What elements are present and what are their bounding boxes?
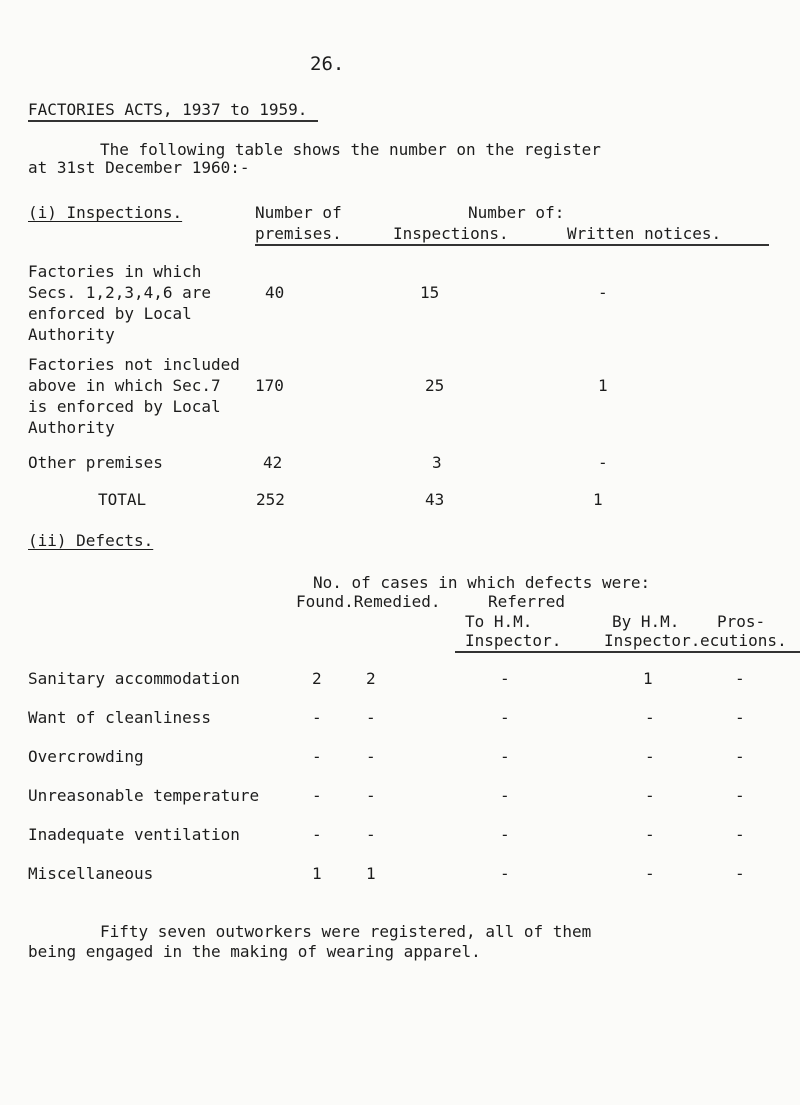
defects-header-line1: No. of cases in which defects were: [313, 573, 651, 592]
col-notices-header: Written notices. [567, 224, 722, 243]
inspections-row-label: Other premises [28, 453, 163, 472]
premises-value: 40 [265, 283, 285, 302]
remedied-value: 2 [366, 669, 376, 688]
page-number: 26. [310, 53, 345, 75]
by-inspector-value: - [645, 786, 655, 805]
defects-header-to: To H.M. [465, 612, 533, 631]
to-inspector-value: - [500, 669, 510, 688]
found-value: - [312, 825, 322, 844]
found-value: 2 [312, 669, 322, 688]
by-inspector-value: - [645, 864, 655, 883]
defects-header-inspector-to: Inspector. [465, 631, 562, 650]
notices-value: 1 [593, 490, 603, 509]
inspections-value: 3 [432, 453, 442, 472]
defects-header-underline [455, 651, 800, 653]
defects-header-inspector-by: Inspector. [604, 631, 701, 650]
defect-row-label: Sanitary accommodation [28, 669, 240, 688]
document-title: FACTORIES ACTS, 1937 to 1959. [28, 100, 308, 119]
to-inspector-value: - [500, 747, 510, 766]
defects-header-referred: Referred [488, 592, 566, 611]
defect-row-label: Overcrowding [28, 747, 144, 766]
remedied-value: - [366, 708, 376, 727]
remedied-value: - [366, 786, 376, 805]
prosecutions-value: - [735, 708, 745, 727]
to-inspector-value: - [500, 864, 510, 883]
col-premises-header-top: Number of [255, 203, 342, 222]
inspections-value: 25 [425, 376, 445, 395]
prosecutions-value: - [735, 864, 745, 883]
col-inspections-header: Inspections. [393, 224, 509, 243]
inspections-header-underline [255, 244, 769, 246]
inspections-value: 43 [425, 490, 445, 509]
by-inspector-value: - [645, 708, 655, 727]
defect-row-label: Miscellaneous [28, 864, 154, 883]
inspections-row-label: TOTAL [98, 490, 147, 509]
inspections-value: 15 [420, 283, 440, 302]
premises-value: 42 [263, 453, 283, 472]
closing-line-1: Fifty seven outworkers were registered, all of them [100, 922, 592, 941]
defect-row-label: Unreasonable temperature [28, 786, 260, 805]
defects-header-ecutions: ecutions. [700, 631, 787, 650]
remedied-value: - [366, 825, 376, 844]
defects-section-label: (ii) Defects. [28, 531, 154, 550]
found-value: - [312, 786, 322, 805]
premises-value: 252 [256, 490, 285, 509]
remedied-value: 1 [366, 864, 376, 883]
prosecutions-value: - [735, 747, 745, 766]
remedied-value: - [366, 747, 376, 766]
found-value: - [312, 708, 322, 727]
to-inspector-value: - [500, 825, 510, 844]
to-inspector-value: - [500, 708, 510, 727]
intro-line-2: at 31st December 1960:- [28, 158, 250, 177]
col-numberof-header: Number of: [468, 203, 565, 222]
to-inspector-value: - [500, 786, 510, 805]
notices-value: - [598, 283, 608, 302]
defects-header-pros: Pros- [717, 612, 766, 631]
by-inspector-value: - [645, 747, 655, 766]
notices-value: 1 [598, 376, 608, 395]
col-premises-header-bottom: premises. [255, 224, 342, 243]
defects-header-by: By H.M. [612, 612, 680, 631]
defects-header-found-remedied: Found.Remedied. [296, 592, 441, 611]
defect-row-label: Want of cleanliness [28, 708, 212, 727]
prosecutions-value: - [735, 786, 745, 805]
inspections-section-label: (i) Inspections. [28, 203, 183, 222]
closing-line-2: being engaged in the making of wearing apparel. [28, 942, 481, 961]
notices-value: - [598, 453, 608, 472]
intro-line-1: The following table shows the number on the register [100, 140, 601, 159]
by-inspector-value: 1 [643, 669, 653, 688]
title-underline [28, 120, 318, 122]
prosecutions-value: - [735, 669, 745, 688]
prosecutions-value: - [735, 825, 745, 844]
found-value: - [312, 747, 322, 766]
found-value: 1 [312, 864, 322, 883]
premises-value: 170 [255, 376, 284, 395]
by-inspector-value: - [645, 825, 655, 844]
defect-row-label: Inadequate ventilation [28, 825, 240, 844]
